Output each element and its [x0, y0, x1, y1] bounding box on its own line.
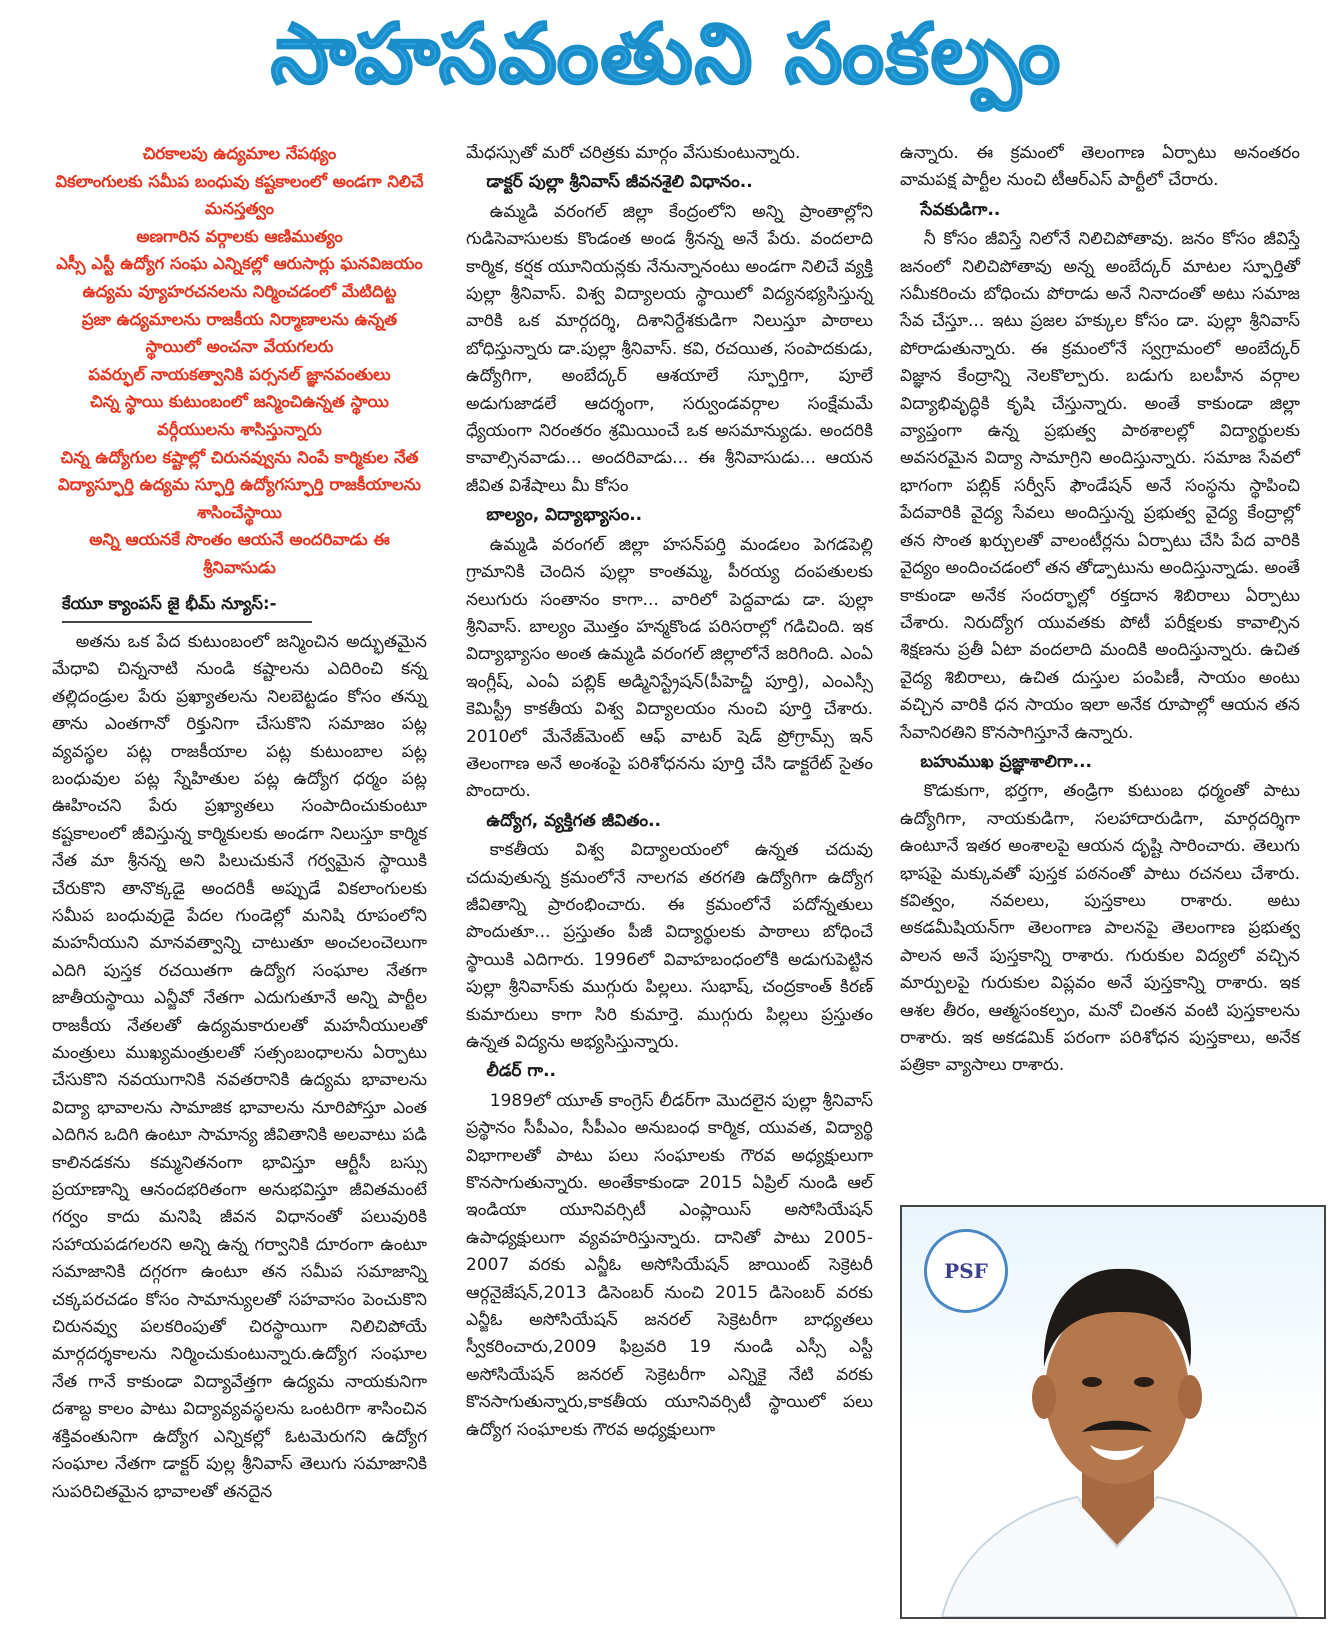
- body-paragraph: ఉన్నారు. ఈ క్రమంలో తెలంగాణ ఏర్పాటు అనంతరం వామపక్ష పార్టీల నుంచి టీఆర్ఎస్ పార్టీలో చేరారు.: [900, 143, 1300, 191]
- body-paragraph: ఉమ్మడి వరంగల్ జిల్లా హసన్‌పర్తి మండలం పెగడపెల్లి గ్రామానికి చెందిన పుల్లా కాంతమ్మ, పీరయ్య దంపతులకు నలుగురు సంతానం కాగా... వారిలో పెద్దవాడు డా. పుల్లా శ్రీనివాస్. బాల్యం మొత్తం హన్మకొండ పరిసరాల్లో గడిచింది. ఇక విద్యాభ్యాసం అంత ఉమ్మడి వరంగల్ జిల్లాలోనే జరిగింది. ఎంఏ ఇంగ్లీష్, ఎంఏ పబ్లిక్ అడ్మినిస్ట్రేషన్(పీహెచ్డీ పూర్తి), ఎంఎస్సీ కెమిస్ట్రీ కాకతీయ విశ్వ విద్యాలయం నుంచి పూర్తి చేశారు. 2010లో మేనేజ్‌మెంట్ ఆఫ్ వాటర్ షెడ్ ప్రోగ్రామ్స్ ఇన్ తెలంగాణ అనే అంశంపై పరిశోధనను పూర్తి చేసి డాక్టరేట్ సైతం పొందారు.: [466, 534, 873, 802]
- highlight-item: చిన్న స్థాయి కుటుంబంలో జన్మించిఉన్నత స్థాయి వర్గీయులను శాసిస్తున్నారు: [90, 392, 389, 439]
- body-paragraph: ఉమ్మడి వరంగల్ జిల్లా కేంద్రంలోని అన్ని ప్రాంతాల్లోని గుడిసెవాసులకు కొండంత అండ శ్రీనన్న అనే పేరు. వందలాది కార్మిక, కర్షక యూనియన్లకు నేనున్నానంటు అండగా నిలిచే వ్యక్తి పుల్లా శ్రీనివాస్. విశ్వ విద్యాలయ స్థాయిలో విద్యనభ్యసిస్తున్న వారికి ఒక మార్గదర్శి, దిశానిర్దేశకుడిగా నిలుస్తూ పాఠాలు బోధిస్తున్నారు డా.పుల్లా శ్రీనివాస్. కవి, రచయిత, సంపాదకుడు, ఉద్యోగిగా, అంబేద్కర్ ఆశయాలే స్ఫూర్తిగా, పూలే అడుగుజాడలే ఆదర్శంగా, సర్వుండవర్గాల సంక్షేమమే ధ్యేయంగా నిరంతరం శ్రమియించే ఒక అసమాన్యుడు. అందరికి కావాల్సినవాడు... అందరివాడు... ఈ శ్రీనివాసుడు... ఆయన జీవిత విశేషాలు మీ కోసం: [466, 201, 873, 496]
- logo-text: PSF: [944, 1259, 988, 1283]
- highlight-item: ప్రజా ఉద్యమాలను రాజకీయ నిర్మాణాలను ఉన్నత స్థాయిలో అంచనా వేయగలరు: [81, 309, 398, 357]
- highlight-item: వికలాంగులకు సమీప బంధువు కష్టకాలంలో అండగా నిలిచే మనస్తత్వం: [55, 171, 424, 219]
- highlight-item: అణగారిన వర్గాలకు ఆణిముత్యం: [136, 226, 343, 246]
- body-paragraph: మేధస్సుతో మరో చరిత్రకు మార్గం వేసుకుంటున్నారు.: [466, 143, 801, 163]
- section-subheading: బాల్యం, విద్యాభ్యాసం..: [486, 505, 643, 526]
- body-paragraph: నీ కోసం జీవిస్తే నిలోనే నిలిచిపోతావు. జనం కోసం జీవిస్తే జనంలో నిలిచిపోతావు అన్న అంబేద్కర్ మాటల స్ఫూర్తితో సమీకరించు బోధించు పోరాడు అనే నినాదంతో అటు సమాజ సేవ చేస్తూ... ఇటు ప్రజల హక్కుల కోసం డా. పుల్లా శ్రీనివాస్ పోరాడుతున్నారు. ఈ క్రమంలోనే స్వగ్రామంలో అంబేద్కర్ విజ్ఞాన కేంద్రాన్ని నెలకొల్పారు. బడుగు బలహీన వర్గాల విద్యాభివృద్ధికి కృషి చేస్తున్నారు. అంతే కాకుండా జిల్లా వ్యాప్తంగా ఉన్న ప్రభుత్వ పాఠశాలల్లో విద్యార్థులకు అవసరమైన విద్యా సామాగ్రిని అందిస్తున్నారు. సమాజ సేవలో భాగంగా పబ్లిక్ సర్వీస్ ఫౌండేషన్ అనే సంస్థను స్థాపించి పేదవారికి వైద్య సేవలు అందిస్తున్న ప్రభుత్వ వైద్య కేంద్రాల్లో తన సొంత ఖర్చులతో వాలంటీర్లను ఏర్పాటు చేసి పేద వారికి వైద్యం అందించడంలో తన తోడ్పాటును అందిస్తున్నాడు. అంతే కాకుండా అనేక సందర్భాల్లో రక్తదాన శిబిరాలు ఏర్పాటు చేశారు. నిరుద్యోగ యువతకు పోటీ పరీక్షలకు కావాల్సిన శిక్షణను ప్రతీ ఏటా వందలాది మందికి అందిస్తున్నారు. ఉచిత వైద్య శిబిరాలు, ఉచిత దుస్తుల పంపిణీ, సాయం అంటు వచ్చిన వారికి ధన సాయం ఇలా అనేక రూపాల్లో ఆయన తన సేవానిరతిని కొనసాగిస్తూనే ఉన్నారు.: [900, 229, 1300, 743]
- section-subheading: బహుముఖ ప్రజ్ఞాశాలిగా...: [920, 751, 1092, 772]
- highlight-item: అన్ని ఆయనకే సొంతం ఆయనే అందరివాడు ఈ శ్రీనివాసుడు: [89, 530, 390, 577]
- section-subheading: లీడర్ గా..: [486, 1061, 557, 1082]
- section-subheading: సేవకుడిగా..: [920, 199, 1001, 220]
- body-paragraph: 1989లో యూత్ కాంగ్రెస్ లీడర్‌గా మొదలైన పుల్లా శ్రీనివాస్ ప్రస్థానం సీపీఎం, సీపీఎం అనుబంధ కార్మిక, యువత, విద్యార్థి విభాగాలతో పాటు పలు సంఘాలకు గౌరవ అధ్యక్షులుగా కొనసాగుతున్నారు. అంతేకాకుండా 2015 ఏప్రిల్ నుండి ఆల్ ఇండియా యూనివర్సిటీ ఎంప్లాయిస్ అసోసియేషన్ ఉపాధ్యక్షులుగా వ్యవహరిస్తున్నారు. దానితో పాటు 2005-2007 వరకు ఎన్జీఓ అసోసియేషన్ జాయింట్ సెక్రెటరీ ఆర్గనైజేషన్,2013 డిసెంబర్ నుంచి 2015 డిసెంబర్ వరకు ఎన్జీఓ అసోసియేషన్ జనరల్ సెక్రెటరీగా బాధ్యతలు స్వీకరించారు,2009 ఫిబ్రవరి 19 నుండి ఎస్సీ ఎస్టీ అసోసియేషన్ జనరల్ సెక్రెటరీగా ఎన్నికై నేటి వరకు కొనసాగుతున్నారు,కాకతీయ యూనివర్సిటీ స్థాయిలో పలు ఉద్యోగ సంఘాలకు గౌరవ అధ్యక్షులుగా: [466, 1090, 873, 1440]
- section-subheading: ఉద్యోగ, వ్యక్తిగత జీవితం..: [486, 810, 661, 831]
- portrait-photo: [900, 1205, 1326, 1619]
- headline-banner: [0, 0, 1333, 128]
- highlight-item: చిన్న ఉద్యోగుల కష్టాల్లో చిరునవ్వును నింపే కార్మికుల నేత: [60, 447, 419, 467]
- highlight-item: విద్యాస్ఫూర్తి ఉద్యమ స్ఫూర్తి ఉద్యోగస్ఫూర్తి రాజకీయాలను శాసించేస్థాయి: [57, 475, 422, 522]
- column-3: [900, 140, 1300, 1080]
- headline-title: సాహసవంతుని సంకల్పం: [270, 6, 1063, 102]
- body-paragraph: కొడుకుగా, భర్తగా, తండ్రిగా కుటుంబ ధర్మంతో పాటు ఉద్యోగిగా, నాయకుడిగా, సలహాదారుడిగా, మార్గదర్శిగా ఉంటూనే ఇతర అంశాలపై ఆయన దృష్టి సారించారు. తెలుగు భాషపై మక్కువతో పుస్తక పఠనంతో పాటు రచనలు చేశారు. కవిత్వం, నవలలు, పుస్తకాలు రాశారు. అటు అకడమీషియన్‌గా తెలంగాణ పాలనపై తెలంగాణ ప్రభుత్వ పాలన అనే పుస్తకాన్ని రాశారు. గురుకుల విద్యలో వచ్చిన మార్పులపై గురుకుల విప్లవం అనే పుస్తకాన్ని రాశారు. ఇక ఆశల తీరం, ఆత్మసంకల్పం, మనో చింతన వంటి పుస్తకాలను రాశారు. ఇక అకడమిక్ పరంగా పరిశోధన పుస్తకాలు, అనేక పత్రికా వ్యాసాలు రాశారు.: [900, 781, 1300, 1076]
- highlight-item: ఎస్సీ ఎస్టీ ఉద్యోగ సంఘ ఎన్నికల్లో ఆరుసార్లు ఘనవిజయం: [56, 254, 423, 274]
- section-subheading: డాక్టర్ పుల్లా శ్రీనివాస్ జీవనశైలి విధానం..: [486, 172, 753, 193]
- highlight-item: పవర్ఫుల్ నాయకత్వానికి పర్సనల్ జ్ఞానవంతులు: [88, 364, 391, 384]
- body-paragraph: అతను ఒక పేద కుటుంబంలో జన్మించిన అద్భుతమైన మేధావి చిన్ననాటి నుండి కష్టాలను ఎదిరించి కన్న తల్లిదండ్రుల పేరు ప్రఖ్యాతలను నిలబెట్టడం కోసం తన్ను తాను ఎంతగానో రిక్తునిగా చేసుకొని సమాజం పట్ల వ్యవస్థల పట్ల రాజకీయాల పట్ల కుటుంబాల పట్ల బంధువుల పట్ల స్నేహితుల పట్ల ఉద్యోగ ధర్మం పట్ల ఊహించని పేరు ప్రఖ్యాతలు సంపాదించుకుంటూ కష్టకాలంలో జీవిస్తున్న కార్మికులకు అండగా నిలుస్తూ కార్మిక నేత మా శ్రీనన్న అని పిలుచుకునే గర్వమైన స్థాయికి చేరుకొని తానొక్కడై అందరికీ అప్పుడే వికలాంగులకు సమీప బంధువుడై పేదల గుండెల్లో మనిషి రూపంలోని మహనీయుని మానవత్వాన్ని చాటుతూ అంచలంచెలుగా ఎదిగి పుస్తక రచయితగా ఉద్యోగ సంఘాల నేతగా జాతీయస్థాయి ఎన్జీవో నేతగా ఎదుగుతూనే అన్ని పార్టీల రాజకీయ నేతలతో ఉద్యమకారులతో మహనీయులతో మంత్రులు ముఖ్యమంత్రులతో సత్సంబంధాలను ఏర్పాటు చేసుకొని నవయుగానికి నవతరానికి ఉద్యమ భావాలను విద్యా భావాలను సామాజిక భావాలను నూరిపోస్తూ ఎంత ఎదిగిన ఒదిగి ఉంటూ సామాన్య జీవితానికి అలవాటు పడి కాలినడకను కమ్మనితనంగా భావిస్తూ ఆర్టీసీ బస్సు ప్రయాణాన్ని ఆనందభరితంగా అనుభవిస్తూ జీవితమంటే గర్వం కాదు మనిషి జీవన విధానంతో పలువురికి సహాయపడగలరని అన్ని ఉన్న గర్వానికి దూరంగా ఉంటూ సమాజానికి దగ్గరగా ఉంటూ తన సమీప సమాజాన్ని చక్కపరచడం కోసం సామాన్యులతో సహవాసం పెంచుకొని చిరునవ్వు పలకరింపుతో చిరస్థాయిగా నిలిచిపోయే మార్గదర్శకాలను నిర్మించుకుంటున్నారు.ఉద్యోగ సంఘాల నేత గానే కాకుండా విద్యావేత్తగా ఉద్యమ నాయకునిగా దశాబ్ద కాలం పాటు విద్యావ్యవస్థలను ఒంటరిగా శాసించిన శక్తివంతునిగా ఉద్యోగ ఎన్నికల్లో ఓటమెరుగని ఉద్యోగ సంఘాల నేతగా డాక్టర్ పుల్ల శ్రీనివాస్ తెలుగు సమాజానికి సుపరిచితమైన భావాలతో తనదైన: [52, 631, 427, 1502]
- portrait-figure: [902, 1207, 1324, 1617]
- column-2: [466, 140, 873, 1444]
- highlights-box: [52, 140, 427, 582]
- highlight-item: చిరకాలపు ఉద్యమాల నేపథ్యం: [142, 144, 337, 163]
- highlight-item: ఉద్యమ వ్యూహరచనలను నిర్మించడంలో మేటిదిట్ట: [82, 281, 397, 301]
- dateline: కేయూ క్యాంపస్ జై భీమ్ న్యూస్:-: [62, 590, 312, 623]
- body-paragraph: కాకతీయ విశ్వ విద్యాలయంలో ఉన్నత చదువు చదువుతున్న క్రమంలోనే నాలగవ తరగతి ఉద్యోగిగా ఉద్యోగ జీవితాన్ని ప్రారంభించారు. ఈ క్రమంలోనే పదోన్నతులు పొందుతూ... ప్రస్తుతం పీజీ విద్యార్థులకు పాఠాలు బోధించే స్థాయికి ఎదిగారు. 1996లో వివాహబంధంలోకి అడుగుపెట్టిన పుల్లా శ్రీనివాస్‌కు ముగ్గురు పిల్లలు. సుభాష్, చంద్రకాంత్ కిరణ్ కుమారులు కాగా సిరి కుమార్తె. ముగ్గురు పిల్లలు ప్రస్తుతం ఉన్నత విద్యను అభ్యసిస్తున్నారు.: [466, 840, 873, 1052]
- column-1: [52, 140, 427, 1506]
